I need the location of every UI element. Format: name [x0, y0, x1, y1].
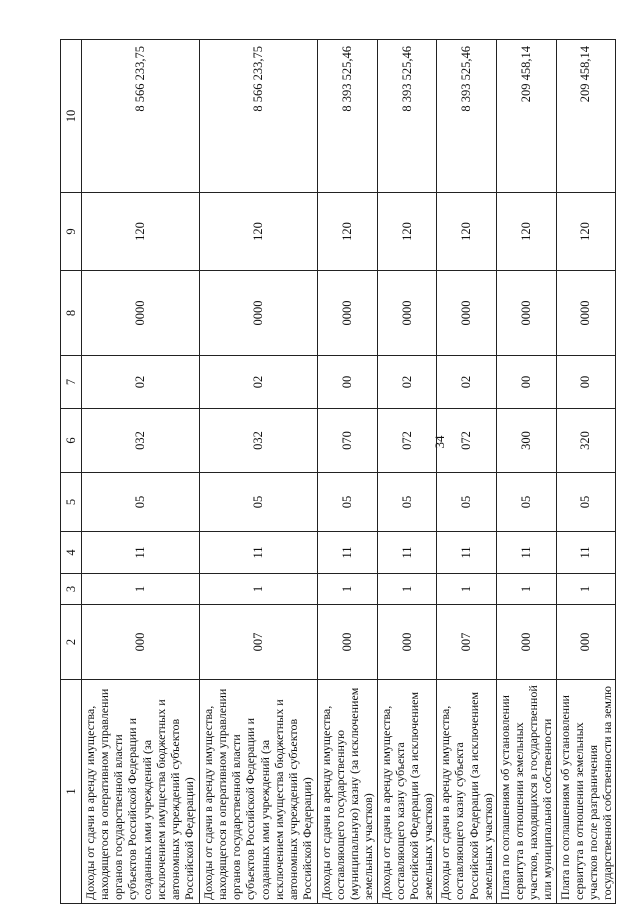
cell-amount: 8 393 525,46: [318, 40, 378, 193]
cell-program: 0000: [377, 271, 437, 356]
cell-element: 00: [556, 356, 616, 409]
table-row: [437, 40, 497, 904]
cell-amount: 8 393 525,46: [437, 40, 497, 193]
cell-subarticle: 032: [200, 409, 318, 473]
cell-element: 00: [496, 356, 556, 409]
cell-group: 1: [200, 574, 318, 605]
cell-group: 1: [556, 574, 616, 605]
table-row: [377, 40, 437, 904]
cell-econ-class: 120: [82, 193, 200, 271]
header-cell: 10: [61, 40, 82, 193]
table-header-row: [61, 40, 82, 904]
cell-admin-code: 000: [556, 605, 616, 680]
cell-subgroup: 11: [377, 532, 437, 574]
header-cell: 6: [61, 409, 82, 473]
cell-admin-code: 000: [496, 605, 556, 680]
cell-element: 00: [318, 356, 378, 409]
table-container: [60, 40, 614, 904]
cell-econ-class: 120: [496, 193, 556, 271]
budget-table: [60, 39, 616, 904]
cell-admin-code: 000: [377, 605, 437, 680]
cell-subgroup: 11: [318, 532, 378, 574]
cell-group: 1: [496, 574, 556, 605]
cell-amount: 8 566 233,75: [200, 40, 318, 193]
cell-element: 02: [437, 356, 497, 409]
cell-subarticle: 072: [377, 409, 437, 473]
header-cell: 8: [61, 271, 82, 356]
cell-subarticle: 032: [82, 409, 200, 473]
cell-article: 05: [82, 473, 200, 532]
cell-econ-class: 120: [377, 193, 437, 271]
cell-amount: 8 393 525,46: [377, 40, 437, 193]
cell-subgroup: 11: [82, 532, 200, 574]
row-description: Доходы от сдачи в аренду имущества, составляющего казну субъекта Российской Федерации (за исключением земельных участков): [377, 680, 437, 904]
row-description: Доходы от сдачи в аренду имущества, находящегося в оперативном управлении органов государственной власти субъектов Российской Федерации и созданных ими учреждений (за исключением имущества бюджетных и автономных учреждений субъектов Российской Федерации): [82, 680, 200, 904]
cell-program: 0000: [200, 271, 318, 356]
row-description: Плата по соглашениям об установлении сервитута в отношении земельных участков, находящихся в государственной или муниципальной собственности: [496, 680, 556, 904]
cell-subgroup: 11: [556, 532, 616, 574]
header-cell: 2: [61, 605, 82, 680]
cell-admin-code: 000: [82, 605, 200, 680]
cell-group: 1: [377, 574, 437, 605]
table-row: [318, 40, 378, 904]
cell-article: 05: [377, 473, 437, 532]
cell-element: 02: [82, 356, 200, 409]
cell-article: 05: [200, 473, 318, 532]
table-row: [200, 40, 318, 904]
cell-article: 05: [556, 473, 616, 532]
cell-program: 0000: [437, 271, 497, 356]
cell-econ-class: 120: [556, 193, 616, 271]
cell-econ-class: 120: [437, 193, 497, 271]
row-description: Доходы от сдачи в аренду имущества, находящегося в оперативном управлении органов государственной власти субъектов Российской Федерации и созданных ими учреждений (за исключением имущества бюджетных и автономных учреждений субъектов Российской Федерации): [200, 680, 318, 904]
cell-admin-code: 007: [437, 605, 497, 680]
header-cell: 4: [61, 532, 82, 574]
cell-econ-class: 120: [200, 193, 318, 271]
cell-group: 1: [318, 574, 378, 605]
cell-subarticle: 300: [496, 409, 556, 473]
header-cell: 1: [61, 680, 82, 904]
cell-admin-code: 007: [200, 605, 318, 680]
cell-article: 05: [437, 473, 497, 532]
table-row: [82, 40, 200, 904]
cell-element: 02: [377, 356, 437, 409]
page-number: 34: [432, 435, 447, 449]
cell-group: 1: [82, 574, 200, 605]
header-cell: 3: [61, 574, 82, 605]
row-description: Доходы от сдачи в аренду имущества, составляющего государственную (муниципальную) казну (за исключением земельных участков): [318, 680, 378, 904]
cell-amount: 209 458,14: [496, 40, 556, 193]
table-row: [496, 40, 556, 904]
row-description: Доходы от сдачи в аренду имущества, составляющего казну субъекта Российской Федерации (за исключением земельных участков): [437, 680, 497, 904]
cell-article: 05: [496, 473, 556, 532]
cell-amount: 8 566 233,75: [82, 40, 200, 193]
cell-amount: 209 458,14: [556, 40, 616, 193]
cell-program: 0000: [318, 271, 378, 356]
cell-program: 0000: [496, 271, 556, 356]
cell-subgroup: 11: [437, 532, 497, 574]
header-cell: 5: [61, 473, 82, 532]
cell-subarticle: 072: [437, 409, 497, 473]
cell-subgroup: 11: [200, 532, 318, 574]
table-row: [556, 40, 616, 904]
cell-program: 0000: [556, 271, 616, 356]
cell-subarticle: 070: [318, 409, 378, 473]
row-description: Плата по соглашениям об установлении сервитута в отношении земельных участков после разграничения государственной собственности на землю: [556, 680, 616, 904]
cell-subarticle: 320: [556, 409, 616, 473]
cell-subgroup: 11: [496, 532, 556, 574]
cell-group: 1: [437, 574, 497, 605]
rotated-page: [60, 40, 614, 904]
cell-program: 0000: [82, 271, 200, 356]
header-cell: 7: [61, 356, 82, 409]
cell-article: 05: [318, 473, 378, 532]
cell-econ-class: 120: [318, 193, 378, 271]
header-cell: 9: [61, 193, 82, 271]
cell-admin-code: 000: [318, 605, 378, 680]
cell-element: 02: [200, 356, 318, 409]
